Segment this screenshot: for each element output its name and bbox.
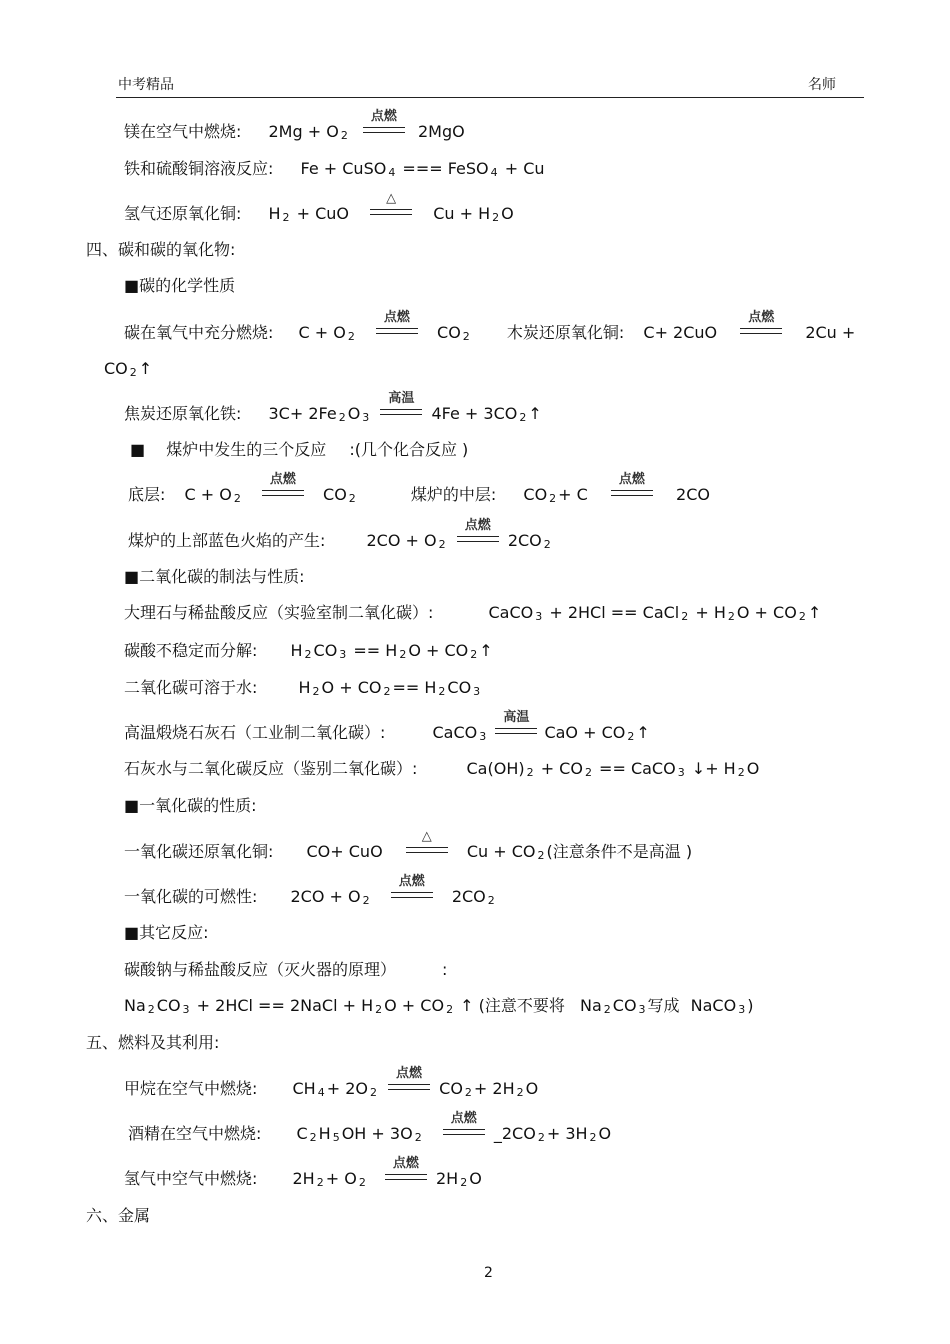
subscript: 2 (438, 538, 446, 551)
subscript: 2 (519, 411, 527, 424)
label: 二氧化碳可溶于水: (124, 678, 258, 697)
reaction-arrow (262, 471, 304, 506)
arrow-up: ↑ (528, 404, 542, 423)
formula: CO (612, 996, 637, 1015)
page-number: 2 (484, 1265, 493, 1281)
condition: △ (386, 190, 397, 206)
condition: 点燃 (450, 1110, 477, 1126)
arrow-up: ↑ (807, 603, 822, 622)
condition: 点燃 (383, 309, 410, 325)
subscript: 2 (129, 366, 137, 379)
formula: CO+ CuO (306, 842, 383, 861)
subscript: 2 (462, 330, 470, 343)
note: ↑ (注意不要将 (460, 996, 565, 1015)
formula: 2CO (676, 485, 710, 504)
subscript: 3 (638, 1003, 646, 1016)
formula: CH (292, 1079, 316, 1098)
section-heading: 四、碳和碳的氧化物: (86, 240, 236, 259)
subscript: 2 (309, 1131, 317, 1144)
formula: == H (392, 678, 437, 697)
subscript: 2 (233, 492, 241, 505)
reaction-arrow (406, 828, 448, 863)
formula: + 3H (546, 1124, 588, 1143)
formula: + 2O (326, 1079, 368, 1098)
label: 碳在氧气中充分燃烧: (124, 323, 274, 342)
reaction-description (124, 960, 447, 980)
subscript: 2 (348, 492, 356, 505)
subscript: 2 (282, 211, 290, 224)
equation-fe-cuso4 (124, 159, 545, 183)
reaction-arrow (457, 517, 499, 552)
subscript: 2 (358, 1176, 366, 1189)
equation-furnace-bottom (128, 471, 710, 509)
condition: 高温 (503, 709, 530, 725)
equation-h2co3-decompose (124, 641, 493, 665)
formula: H (318, 1124, 331, 1143)
subsection-heading: ■二氧化碳的制法与性质: (124, 567, 305, 586)
label: 铁和硫酸铜溶液反应: (124, 159, 274, 178)
equation-ethanol-burn (128, 1110, 612, 1148)
section-heading: 五、燃料及其利用: (86, 1033, 220, 1052)
formula: CaCO (432, 723, 478, 742)
formula: 2CO + O (290, 887, 361, 906)
subscript: 3 (677, 766, 685, 779)
subscript: 4 (490, 166, 498, 179)
condition: 点燃 (370, 108, 397, 124)
formula: 2CO (451, 887, 486, 906)
formula: CO (523, 485, 548, 504)
colon: : (442, 960, 448, 979)
formula: 2Mg + O (268, 122, 339, 141)
subscript: 5 (332, 1131, 340, 1144)
formula: === FeSO (402, 159, 489, 178)
subscript: 4 (388, 166, 396, 179)
subscript: 3 (535, 610, 543, 623)
label: 石灰水与二氧化碳反应（鉴别二氧化碳）: (124, 759, 418, 778)
subscript: 2 (537, 849, 545, 862)
formula: 2CO + O (366, 531, 437, 550)
formula: C + O (184, 485, 232, 504)
formula: OH + 3O (341, 1124, 413, 1143)
formula: O (501, 204, 514, 223)
label: 煤炉的上部蓝色火焰的产生: (128, 531, 326, 550)
subscript: 2 (147, 1003, 155, 1016)
subsection-heading (130, 440, 468, 460)
formula: CO (447, 678, 472, 697)
subscript: 2 (369, 1086, 377, 1099)
label: 煤炉的中层: (410, 485, 497, 504)
formula: O (469, 1169, 482, 1188)
formula: O (746, 759, 760, 778)
formula: 3C+ 2Fe (268, 404, 337, 423)
formula: CO (323, 485, 347, 504)
formula: + O (325, 1169, 357, 1188)
reaction-arrow (443, 1110, 485, 1145)
reaction-arrow (495, 709, 537, 744)
equation-furnace-top (128, 517, 553, 555)
subscript: 2 (526, 766, 534, 779)
formula: Na (124, 996, 146, 1015)
subscript: 2 (316, 1176, 324, 1189)
formula: 2MgO (418, 122, 465, 141)
formula: CO (104, 359, 128, 378)
formula: O (598, 1124, 612, 1143)
subscript: 2 (727, 610, 735, 623)
subscript: 2 (464, 1086, 472, 1099)
label: 碳酸钠与稀盐酸反应（灭火器的原理） (124, 960, 397, 979)
label: 氢气还原氧化铜: (124, 204, 242, 223)
formula: CaCO (488, 603, 534, 622)
equation-co2-water (124, 678, 482, 702)
equation-h2-burn (124, 1155, 482, 1193)
reaction-arrow (388, 1065, 430, 1100)
subscript: 2 (487, 894, 495, 907)
formula: O + CO (321, 678, 382, 697)
condition: 点燃 (392, 1155, 419, 1171)
formula: + 2H (473, 1079, 515, 1098)
subscript: 2 (627, 730, 635, 743)
label: 一氧化碳的可燃性: (124, 887, 258, 906)
arrow-up: ↑ (138, 359, 153, 378)
equation-c-burn (124, 309, 856, 347)
formula: C + O (298, 323, 346, 342)
subscript: 2 (543, 538, 551, 551)
formula: CO (313, 641, 338, 660)
equation-na2co3-hcl (124, 996, 753, 1020)
equation-marble-hcl (124, 603, 821, 627)
header-right: 名师 (808, 77, 836, 93)
formula: 2H (292, 1169, 315, 1188)
subsection-heading: ■碳的化学性质 (124, 276, 236, 295)
subscript: 2 (681, 610, 689, 623)
arrow-up: ↑ (636, 723, 650, 742)
formula: CO (439, 1079, 463, 1098)
formula: H (268, 204, 281, 223)
note: :(几个化合反应 ) (349, 440, 469, 459)
subscript: 2 (383, 685, 391, 698)
formula: _2CO (493, 1124, 536, 1143)
subscript: 3 (738, 1003, 746, 1016)
square-bullet: ■ (130, 440, 146, 459)
formula: + C (558, 485, 588, 504)
subscript: 2 (399, 648, 407, 661)
formula: C+ 2CuO (643, 323, 718, 342)
note: (注意条件不是高温 ) (546, 842, 693, 861)
label: 甲烷在空气中燃烧: (124, 1079, 258, 1098)
subscript: 4 (317, 1086, 325, 1099)
formula: C (296, 1124, 308, 1143)
subscript: 2 (460, 1176, 468, 1189)
formula: O + CO (384, 996, 445, 1015)
subscript: 3 (362, 411, 370, 424)
condition: △ (421, 828, 432, 844)
label: 底层: (128, 485, 166, 504)
label: 镁在空气中燃烧: (124, 122, 242, 141)
formula: + 2HCl == CaCl (549, 603, 680, 622)
label: 大理石与稀盐酸反应（实验室制二氧化碳）: (124, 603, 434, 622)
equation-mg-burn (124, 108, 465, 146)
equation-continuation (104, 359, 152, 383)
subscript: 2 (492, 211, 500, 224)
formula: + H (695, 603, 726, 622)
formula: CaO + CO (544, 723, 626, 742)
formula: Cu + CO (466, 842, 536, 861)
formula: Na (580, 996, 602, 1015)
subscript: 2 (375, 1003, 383, 1016)
equation-co-cuo (124, 828, 693, 866)
condition: 高温 (388, 390, 415, 406)
condition: 点燃 (398, 873, 425, 889)
formula: Cu + H (433, 204, 491, 223)
formula: == CaCO (599, 759, 676, 778)
label: 高温煅烧石灰石（工业制二氧化碳）: (124, 723, 386, 742)
subscript: 2 (362, 894, 370, 907)
equation-limestone (124, 709, 650, 747)
header-left: 中考精品 (118, 77, 174, 93)
formula: 2H (436, 1169, 459, 1188)
formula: Fe + CuSO (300, 159, 387, 178)
subscript: 2 (470, 648, 478, 661)
subscript: 2 (798, 610, 806, 623)
label: 氢气中空气中燃烧: (124, 1169, 258, 1188)
formula: O (525, 1079, 539, 1098)
header-rule (116, 97, 864, 98)
formula: O + CO (736, 603, 797, 622)
formula: O (347, 404, 361, 423)
subscript: 2 (414, 1131, 422, 1144)
formula: H (298, 678, 311, 697)
subscript: 2 (537, 1131, 545, 1144)
condition: 点燃 (396, 1065, 423, 1081)
subscript: 2 (438, 685, 446, 698)
formula: CO (156, 996, 181, 1015)
formula: + 2HCl == 2NaCl + H (196, 996, 374, 1015)
reaction-arrow (740, 309, 782, 344)
formula: + CO (540, 759, 583, 778)
note: ) (747, 996, 754, 1015)
subscript: 2 (340, 129, 348, 142)
subscript: 2 (603, 1003, 611, 1016)
subscript: 2 (312, 685, 320, 698)
reaction-arrow (391, 873, 433, 908)
arrow-up: ↑ (479, 641, 493, 660)
formula: 2CO (507, 531, 542, 550)
subscript: 2 (584, 766, 592, 779)
subscript: 3 (182, 1003, 190, 1016)
formula: + CuO (296, 204, 350, 223)
condition: 点燃 (618, 471, 645, 487)
label: 一氧化碳还原氧化铜: (124, 842, 274, 861)
equation-ch4-burn (124, 1065, 539, 1103)
heading-text: 煤炉中发生的三个反应 (166, 440, 327, 459)
formula: ↓+ H (691, 759, 736, 778)
formula: 2Cu + (805, 323, 856, 342)
reaction-arrow (363, 108, 405, 143)
reaction-arrow (385, 1155, 427, 1190)
label: 木炭还原氧化铜: (506, 323, 625, 342)
subscript: 2 (446, 1003, 454, 1016)
reaction-arrow (370, 190, 412, 225)
formula: 4Fe + 3CO (431, 404, 518, 423)
condition: 点燃 (269, 471, 296, 487)
equation-coke-fe2o3 (124, 390, 542, 428)
condition: 点燃 (464, 517, 491, 533)
subscript: 2 (549, 492, 557, 505)
condition: 点燃 (748, 309, 775, 325)
subscript: 3 (339, 648, 347, 661)
label: 酒精在空气中燃烧: (128, 1124, 262, 1143)
formula: O + CO (408, 641, 469, 660)
formula: CO (437, 323, 461, 342)
reaction-arrow (376, 309, 418, 344)
subscript: 2 (338, 411, 346, 424)
subscript: 2 (737, 766, 745, 779)
subscript: 2 (589, 1131, 597, 1144)
formula: Ca(OH) (466, 759, 525, 778)
equation-co-burn (124, 873, 497, 911)
reaction-arrow (611, 471, 653, 506)
label: 焦炭还原氧化铁: (124, 404, 242, 423)
section-heading: 六、金属 (86, 1206, 151, 1225)
subscript: 2 (347, 330, 355, 343)
subscript: 3 (479, 730, 487, 743)
label: 碳酸不稳定而分解: (124, 641, 258, 660)
subsection-heading: ■一氧化碳的性质: (124, 796, 257, 815)
note: 写成 (647, 996, 680, 1015)
subscript: 3 (473, 685, 481, 698)
formula: == H (353, 641, 398, 660)
equation-h2-cuo (124, 190, 514, 228)
reaction-arrow (380, 390, 422, 425)
formula: NaCO (690, 996, 737, 1015)
equation-limewater (124, 759, 759, 783)
subscript: 2 (304, 648, 312, 661)
subscript: 2 (516, 1086, 524, 1099)
subsection-heading: ■其它反应: (124, 923, 209, 942)
formula: + Cu (504, 159, 545, 178)
formula: H (290, 641, 303, 660)
